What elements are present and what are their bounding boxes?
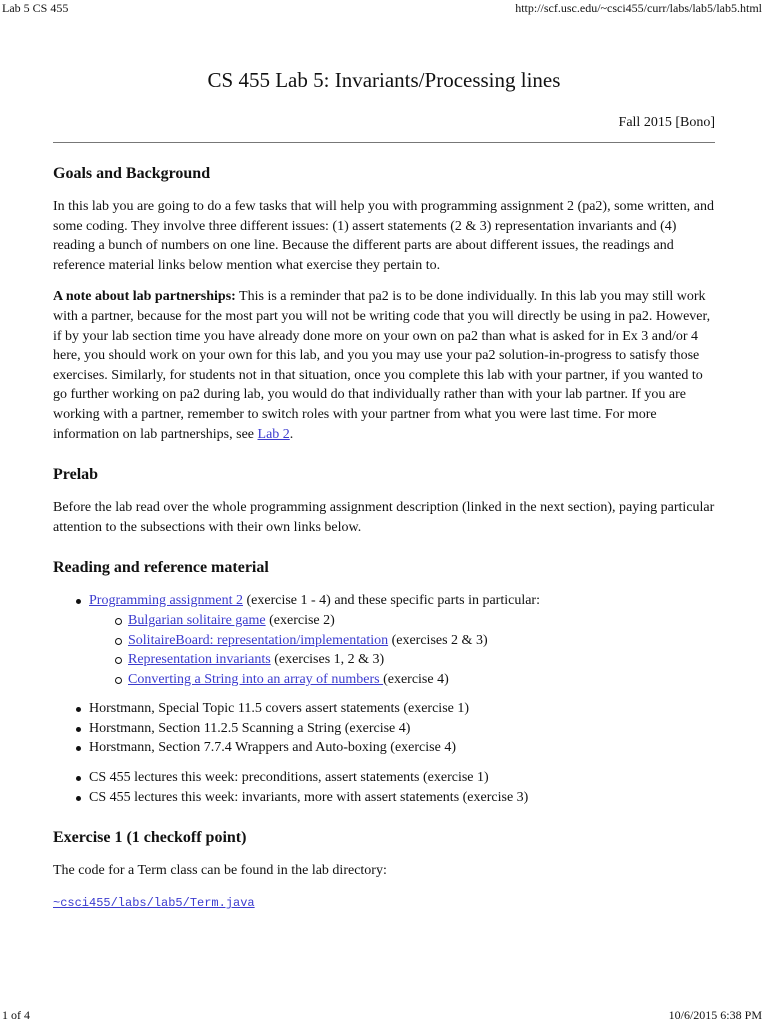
partnership-note-text: This is a reminder that pa2 is to be done individually. In this lab you may still work with a partner, because for the most part you will not be writing code that you will directly be using in pa2. However, if by your lab section time you have already done more on your own on pa2 than what is asked for in Ex 3 and/or 4 here, you should work on your own for this lab, and you you may use your pa2 solution-in-progress to satisfy those exercises. Similarly, for students not in that situation, once you complete this lab with your partner, if you wanted to go further working on pa2 during lab, you would do that individually rather than with your lab partner. If you are working with a partner, remember to switch roles with your partner from what you were last time. For more information on lab partnerships, see — [53, 289, 711, 442]
list-item — [89, 611, 715, 631]
print-header — [0, 0, 768, 20]
bulgarian-solitaire-link[interactable]: Bulgarian solitaire game — [128, 612, 266, 628]
string-to-array-link[interactable]: Converting a String into an array of numbers — [128, 671, 384, 687]
exercise1-code-line — [53, 893, 715, 914]
partnership-note-label: A note about lab partnerships: — [53, 289, 236, 305]
pa2-sublist — [89, 611, 715, 689]
term-label: Fall 2015 [Bono] — [618, 115, 715, 130]
page-title: CS 455 Lab 5: Invariants/Processing lines — [207, 68, 561, 92]
term-java-link[interactable]: ~csci455/labs/lab5/Term.java — [53, 895, 255, 910]
print-header-title: Lab 5 CS 455 — [2, 1, 69, 15]
list-item: CS 455 lectures this week: preconditions, assert statements (exercise 1) — [53, 768, 715, 788]
horstmann-list — [53, 699, 715, 758]
lectures-list — [53, 768, 715, 807]
sublist-note: (exercises 2 & 3) — [388, 632, 488, 648]
list-item: CS 455 lectures this week: invariants, more with assert statements (exercise 3) — [53, 788, 715, 808]
partnership-note — [53, 287, 715, 444]
page-count: 1 of 4 — [2, 1008, 30, 1022]
goals-heading: Goals and Background — [53, 165, 211, 182]
title-divider — [53, 142, 715, 143]
goals-paragraph: In this lab you are going to do a few tasks that will help you with programming assignment 2 (pa2), some written, and some coding. They involve three different issues: (1) assert statements (2 & 3) representation invariants and (4) reading a bunch of numbers on one line. Because the different parts are about different issues, the readings and reference material links below mention what exercise they pertain to. — [53, 199, 714, 273]
print-footer — [0, 1004, 768, 1024]
pa2-link-note: (exercise 1 - 4) and these specific parts in particular: — [243, 593, 540, 609]
prelab-paragraph: Before the lab read over the whole programming assignment description (linked in the next section), paying particular attention to the subsections with their own links below. — [53, 500, 715, 535]
reading-heading: Reading and reference material — [53, 559, 269, 577]
sublist-note: (exercises 1, 2 & 3) — [270, 652, 385, 668]
reading-list — [53, 591, 715, 689]
prelab-heading: Prelab — [53, 466, 99, 484]
list-item — [53, 591, 715, 689]
list-item: Horstmann, Section 7.7.4 Wrappers and Auto-boxing (exercise 4) — [53, 738, 715, 758]
print-timestamp: 10/6/2015 6:38 PM — [668, 1008, 762, 1022]
document-page — [53, 60, 715, 925]
list-item — [89, 650, 715, 670]
exercise1-paragraph: The code for a Term class can be found in the lab directory: — [53, 863, 387, 879]
partnership-note-end: . — [289, 426, 294, 442]
sublist-note: (exercise 4) — [383, 671, 449, 687]
representation-invariants-link[interactable]: Representation invariants — [128, 652, 271, 668]
lab2-link[interactable]: Lab 2 — [257, 426, 290, 442]
solitaireboard-link[interactable]: SolitaireBoard: representation/implementation — [128, 632, 389, 648]
print-header-url: http://scf.usc.edu/~csci455/curr/labs/lab5/lab5.html — [515, 1, 762, 15]
list-item: Horstmann, Section 11.2.5 Scanning a String (exercise 4) — [53, 719, 715, 739]
sublist-note: (exercise 2) — [265, 612, 335, 628]
exercise1-heading: Exercise 1 (1 checkoff point) — [53, 829, 247, 847]
pa2-link[interactable]: Programming assignment 2 — [89, 593, 243, 609]
list-item: Horstmann, Special Topic 11.5 covers assert statements (exercise 1) — [53, 699, 715, 719]
list-item — [89, 631, 715, 651]
list-item — [89, 670, 715, 690]
